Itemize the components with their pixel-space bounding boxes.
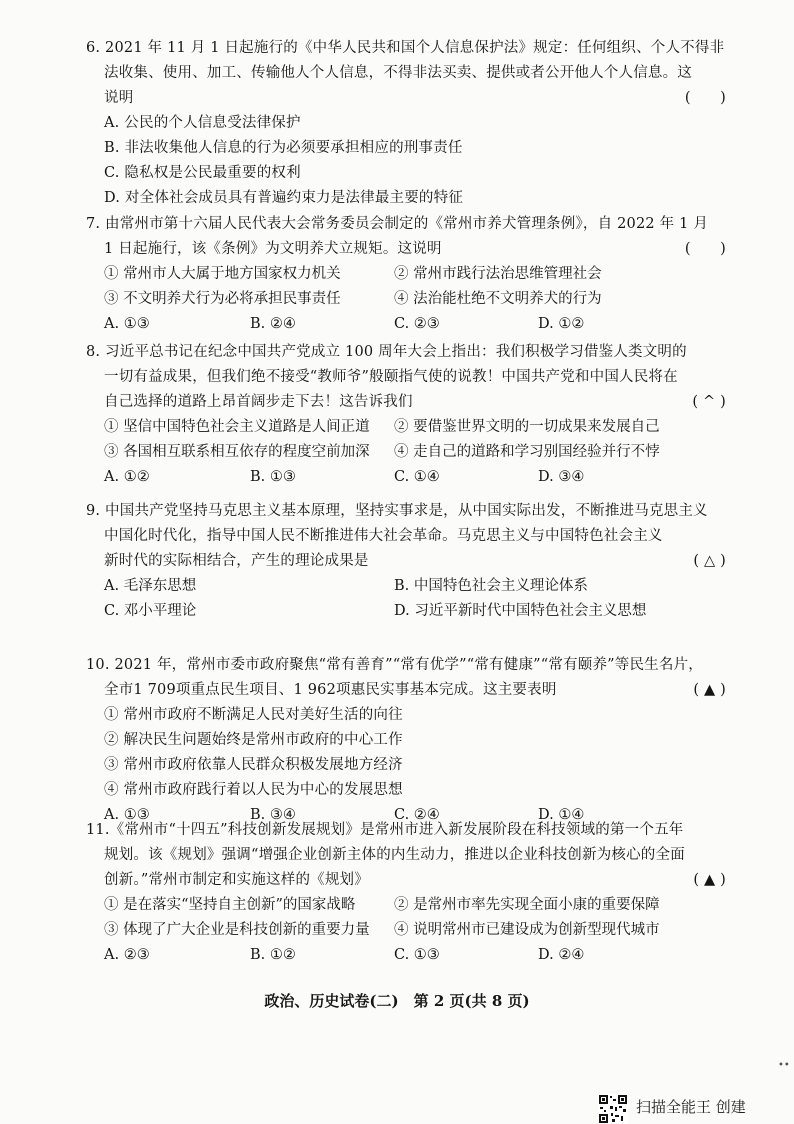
choice-d: D. ①② [538, 316, 585, 332]
choice-row [86, 943, 726, 968]
question-9-stem-text: 新时代的实际相结合，产生的理论成果是 [104, 553, 369, 569]
answer-paren: ( ▲ ) [693, 682, 726, 698]
choice-b: B. ①③ [250, 469, 296, 485]
statement-row [86, 440, 726, 465]
option-b: B. 非法收集他人信息的行为必须要承担相应的刑事责任 [104, 140, 463, 156]
statement-4: ④ 说明常州市已建设成为创新型现代城市 [394, 922, 660, 938]
statement-1: ① 坚信中国特色社会主义道路是人间正道 [104, 419, 370, 435]
choice-c: C. ②③ [394, 316, 440, 332]
statement-1: ① 常州市人大属于地方国家权力机关 [104, 266, 341, 282]
option-row [86, 574, 726, 599]
answer-paren: ( ^ ) [692, 394, 726, 410]
question-6-stem-line-2: 法收集、使用、加工、传输他人个人信息，不得非法买卖、提供或者公开他人个人信息。这 [104, 65, 692, 81]
scanner-watermark: 扫描全能王 创建 [636, 1098, 746, 1116]
statement-3: ③ 不文明养犬行为必将承担民事责任 [104, 291, 341, 307]
question-9 [86, 499, 726, 624]
question-11 [86, 818, 726, 968]
question-6-stem-text: 说明 [104, 90, 134, 106]
question-9-stem-line-2: 中国化时代化，指导中国人民不断推进伟大社会革命。马克思主义与中国特色社会主义 [104, 528, 663, 544]
choice-a: A. ①② [104, 469, 150, 485]
choice-d: D. ①④ [538, 807, 585, 823]
statement-row [86, 415, 726, 440]
question-8-stem-text: 自己选择的道路上昂首阔步走下去！这告诉我们 [104, 394, 413, 410]
question-9-stem-line-3 [86, 549, 726, 574]
question-8 [86, 340, 726, 490]
option-row [86, 599, 726, 624]
question-11-stem-line-2: 规划。该《规划》强调“增强企业创新主体的内生动力，推进以企业科技创新为核心的全面 [104, 847, 685, 863]
choice-a: A. ①③ [104, 807, 150, 823]
choice-b: B. ③④ [250, 807, 296, 823]
option-c: C. 邓小平理论 [104, 603, 197, 619]
question-8-stem-line-1: 8. 习近平总书记在纪念中国共产党成立 100 周年大会上指出：我们积极学习借鉴人类文明的 [86, 344, 687, 360]
option-d: D. 习近平新时代中国特色社会主义思想 [394, 603, 647, 619]
choice-a: A. ①③ [104, 316, 150, 332]
qr-code-icon [598, 1094, 628, 1124]
question-11-stem-text: 创新。”常州市制定和实施这样的《规划》 [104, 872, 369, 888]
choice-a: A. ②③ [104, 947, 150, 963]
question-10 [86, 653, 726, 828]
choice-b: B. ②④ [250, 316, 296, 332]
choice-row [86, 312, 726, 337]
question-7-stem-line-2 [86, 237, 726, 262]
option-a: A. 毛泽东思想 [104, 578, 197, 594]
statement-2: ② 是常州市率先实现全面小康的重要保障 [394, 897, 660, 913]
question-10-stem-line-1: 10. 2021 年，常州市委市政府聚焦“常有善育”“常有优学”“常有健康”“常有颐养”等民生名片， [86, 657, 703, 673]
question-7-stem-line-1: 7. 由常州市第十六届人民代表大会常务委员会制定的《常州市养犬管理条例》，自 2022 年 1 月 [86, 216, 709, 232]
statement-row [86, 262, 726, 287]
choice-c: C. ②④ [394, 807, 440, 823]
choice-c: C. ①④ [394, 469, 440, 485]
question-11-stem-line-3 [86, 868, 726, 893]
statement-3: ③ 常州市政府依靠人民群众积极发展地方经济 [104, 757, 403, 773]
statement-1: ① 常州市政府不断满足人民对美好生活的向往 [104, 707, 403, 723]
statement-3: ③ 各国相互联系相互依存的程度空前加深 [104, 444, 370, 460]
statement-2: ② 要借鉴世界文明的一切成果来发展自己 [394, 419, 660, 435]
answer-paren: ( △ ) [693, 553, 726, 569]
question-7 [86, 212, 726, 337]
question-8-stem-line-2: 一切有益成果，但我们绝不接受“教师爷”般颐指气使的说教！中国共产党和中国人民将在 [104, 369, 678, 385]
question-6-stem-line-3 [86, 86, 726, 111]
answer-paren: ( ▲ ) [693, 872, 726, 888]
statement-row [86, 287, 726, 312]
statement-2: ② 解决民生问题始终是常州市政府的中心工作 [104, 732, 403, 748]
statement-row [86, 893, 726, 918]
statement-row [86, 918, 726, 943]
question-6-stem-line-1: 6. 2021 年 11 月 1 日起施行的《中华人民共和国个人信息保护法》规定：任何组织、个人不得非 [86, 40, 725, 56]
question-10-stem-text: 全市1 709项重点民生项目、1 962项惠民实事基本完成。这主要表明 [104, 682, 557, 698]
statement-2: ② 常州市践行法治思维管理社会 [394, 266, 602, 282]
option-d: D. 对全体社会成员具有普遍约束力是法律最主要的特征 [104, 190, 464, 206]
choice-d: D. ③④ [538, 469, 585, 485]
statement-4: ④ 走自己的道路和学习别国经验并行不悖 [394, 444, 660, 460]
statement-4: ④ 常州市政府践行着以人民为中心的发展思想 [104, 782, 403, 798]
question-6 [86, 36, 726, 211]
question-11-stem-line-1: 11.《常州市“十四五”科技创新发展规划》是常州市进入新发展阶段在科技领域的第一个五年 [86, 822, 684, 838]
scan-mark: •• [778, 1060, 790, 1071]
option-a: A. 公民的个人信息受法律保护 [104, 115, 301, 131]
choice-row [86, 465, 726, 490]
statement-4: ④ 法治能杜绝不文明养犬的行为 [394, 291, 602, 307]
choice-b: B. ①② [250, 947, 296, 963]
statement-3: ③ 体现了广大企业是科技创新的重要力量 [104, 922, 370, 938]
answer-paren: ( ) [684, 241, 726, 257]
choice-c: C. ①③ [394, 947, 440, 963]
choice-d: D. ②④ [538, 947, 585, 963]
statement-1: ① 是在落实“坚持自主创新”的国家战略 [104, 897, 356, 913]
question-9-stem-line-1: 9. 中国共产党坚持马克思主义基本原理，坚持实事求是，从中国实际出发，不断推进马克思主义 [86, 503, 708, 519]
question-8-stem-line-3 [86, 390, 726, 415]
question-10-stem-line-2 [86, 678, 726, 703]
answer-paren: ( ) [684, 90, 726, 106]
option-c: C. 隐私权是公民最重要的权利 [104, 165, 301, 181]
option-b: B. 中国特色社会主义理论体系 [394, 578, 588, 594]
page-footer: 政治、历史试卷(二) 第 2 页(共 8 页) [264, 992, 530, 1010]
question-7-stem-text: 1 日起施行，该《条例》为文明养犬立规矩。这说明 [104, 241, 442, 257]
